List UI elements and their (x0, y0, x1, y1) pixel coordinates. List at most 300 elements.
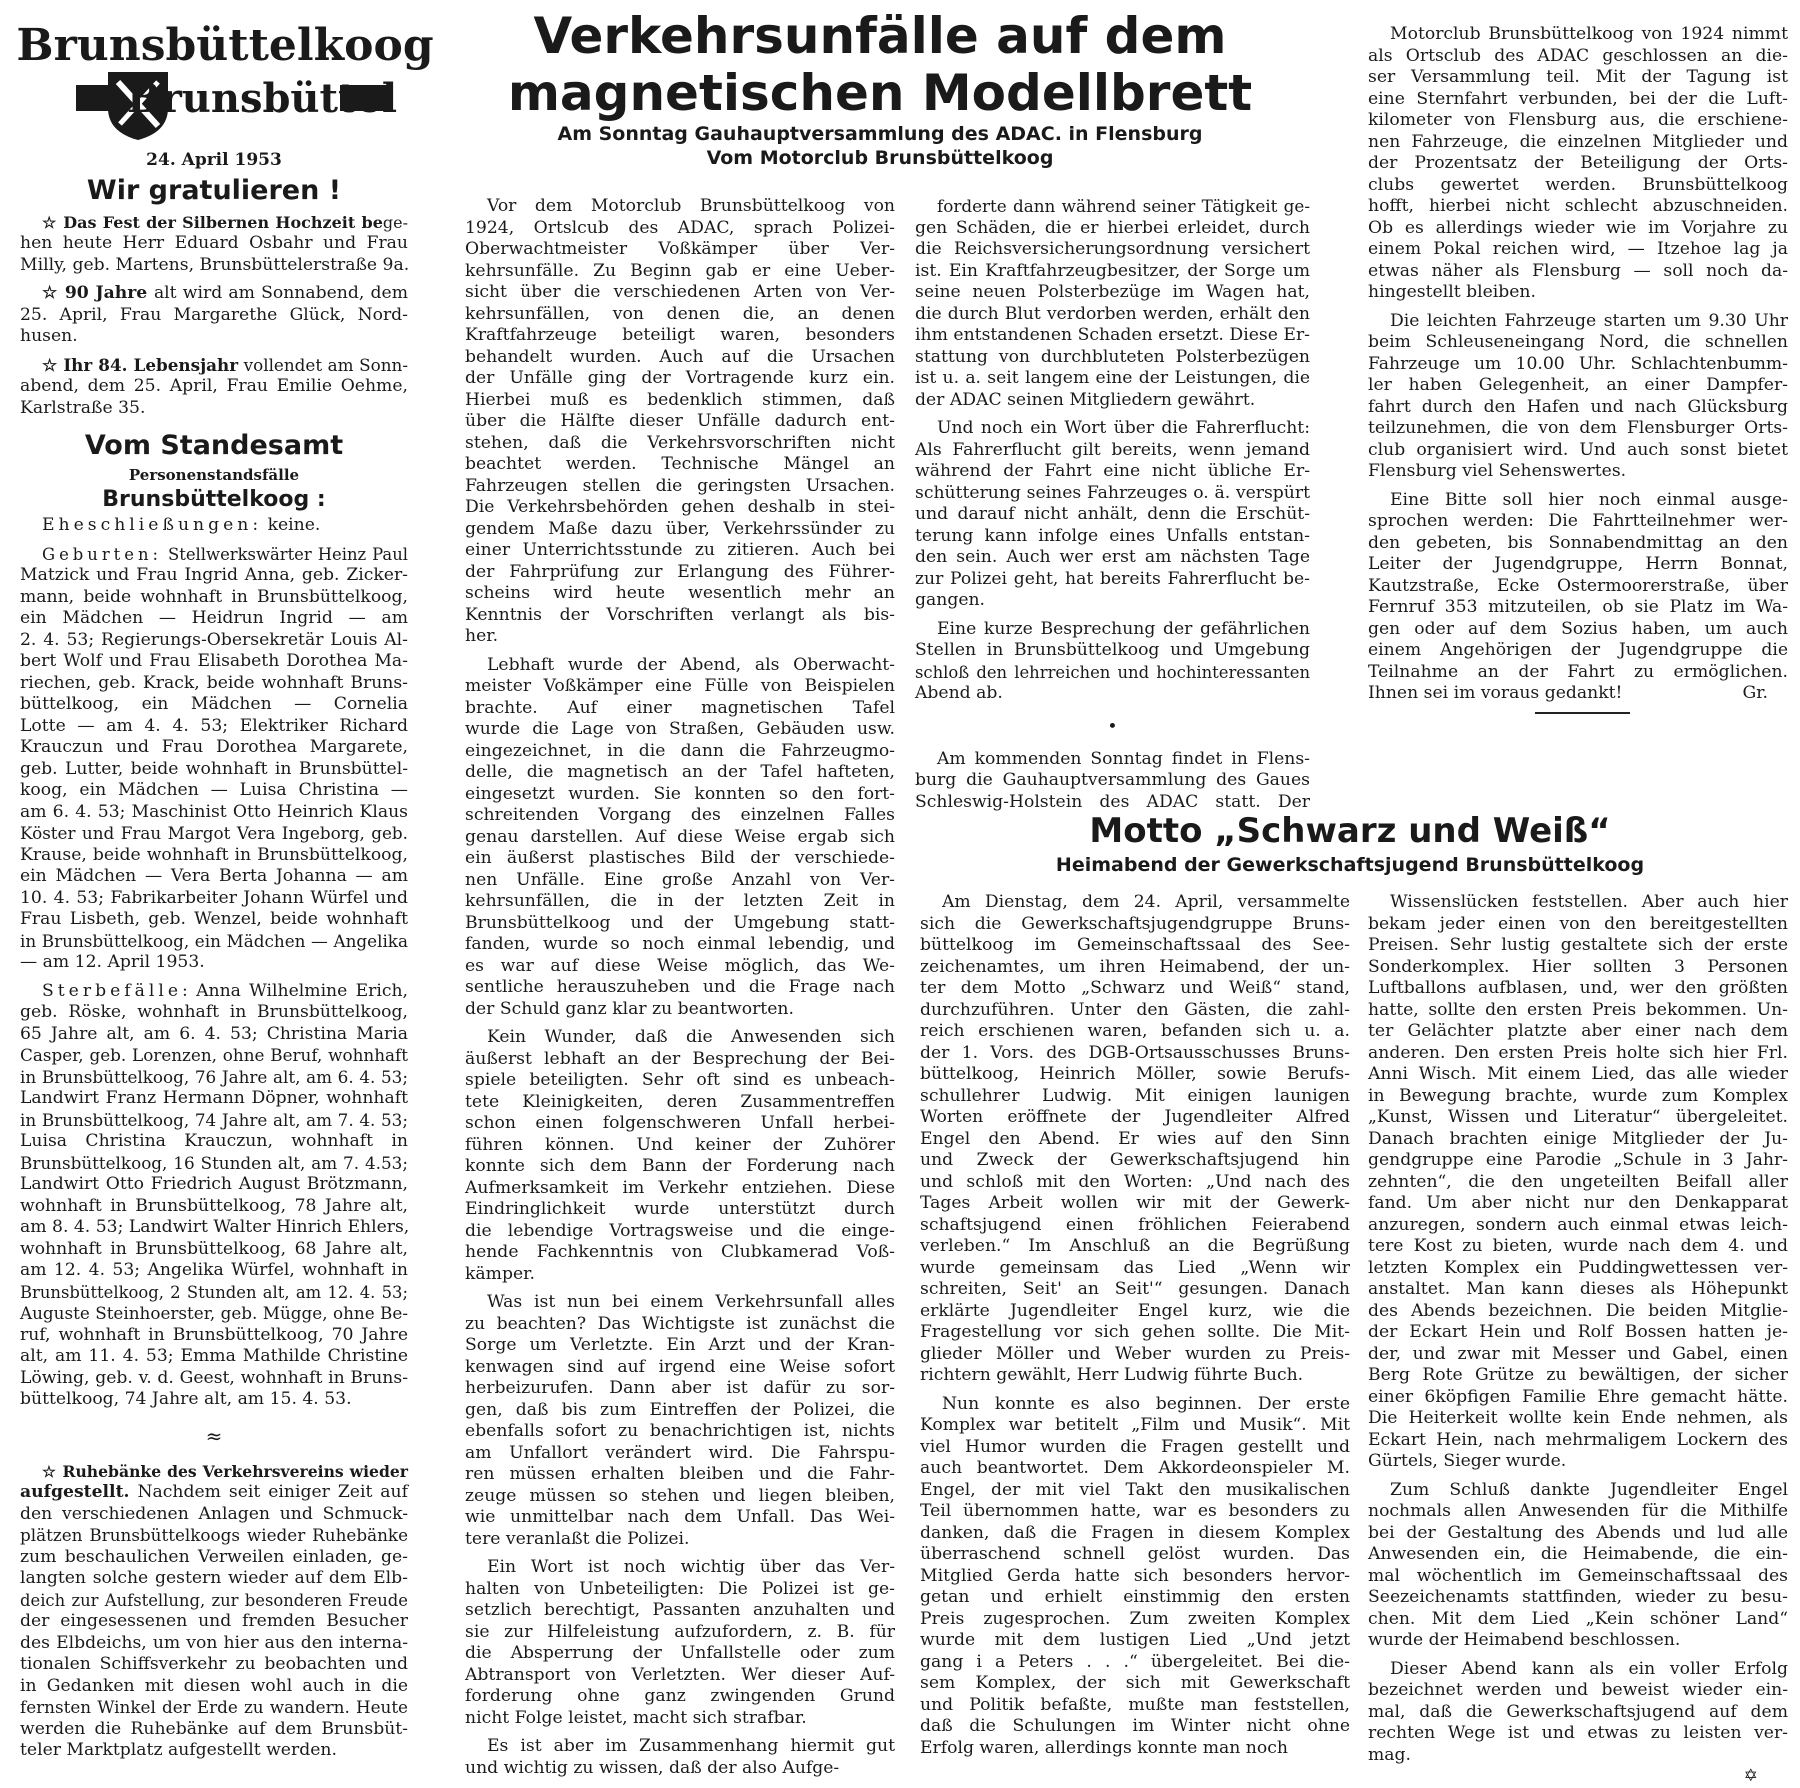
verkehr-line: Oberwachtmeister Voßkämper über Ver- (465, 239, 895, 259)
verkehr-line: ist. Ein Kraftfahrzeugbesitzer, der Sorge um (915, 260, 1310, 281)
motto-line: Berg Rote Grütze zu bewältigen, der sicher (1368, 1365, 1788, 1385)
motto-line: zeichenamtes, um ihren Heimabend, der un- (920, 956, 1350, 977)
verkehr-line: gen, daß bis zum Eintreffen der Polizei, die (465, 1399, 895, 1420)
verkehr-line: Eine kurze Besprechung der gefährlichen (937, 618, 1310, 639)
standesamt-line: mann, beide wohnhaft in Brunsbüttelkoog, (20, 586, 408, 607)
verkehr-line: Die leichten Fahrzeuge starten um 9.30 Uhr (1390, 310, 1788, 331)
verkehr-line: hingestellt bleiben. (1368, 282, 1536, 302)
verkehr-line: einem Angehörigen der Jugendgruppe die (1368, 640, 1788, 660)
motto-line: Erfolg waren, allerdings konnte man noch (920, 1737, 1288, 1758)
verkehr-line: schon einen folgenschweren Unfall herbei- (465, 1113, 895, 1133)
verkehr-line: kenwagen sind auf irgend eine Weise sofort (465, 1356, 895, 1377)
verkehr-line: den sein. Auch wer erst am nächsten Tage (915, 547, 1310, 567)
verkehr-line: der Fahrprüfung zur Erlangung des Führer- (465, 561, 895, 582)
standesamt-line: geb. Röske, wohnhaft in Brunsbüttelkoog, (20, 1002, 408, 1022)
motto-line: des Abends bezeichnen. Die beiden Mitglie- (1368, 1300, 1788, 1321)
ruhebaenke-line: der eingesessenen und fremden Besucher (20, 1611, 408, 1631)
verkehr-line: Und noch ein Wort über die Fahrerflucht: (937, 418, 1310, 438)
verkehr-line: die durch Blut verdorben werden, erhält den (915, 303, 1310, 324)
verkehr-line: stattung von durchbluteten Polsterbezügen (915, 346, 1310, 367)
standesamt-line: Sterbefälle: Anna Wilhelmine Erich, (42, 980, 408, 1001)
standesamt-subtitle: Personenstandsfälle (128, 466, 300, 484)
ruhebaenke-article (20, 1461, 408, 1762)
verkehr-line: Fernruf 353 mitzuteilen, ob sie Platz im Wa- (1368, 597, 1788, 617)
motto-line: Engel, der mit viel Takt den musikalischen (920, 1479, 1350, 1500)
verkehr-line: gen oder auf dem Sozius haben, um auch (1368, 618, 1788, 639)
motto-line: verleben.“ Im Anschluß an die Begrüßung (920, 1236, 1350, 1256)
ruhebaenke-line: fernsten Winkel der Erde zu wandern. Heute (20, 1697, 408, 1717)
verkehr-line: Eine Bitte soll hier noch einmal ausge- (1390, 489, 1788, 510)
verkehr-line: die Reichsversicherungsordnung versichert (915, 239, 1310, 259)
standesamt-line: 65 Jahre alt, am 6. 4. 53; Christina Maria (20, 1023, 408, 1044)
motto-line: und Zweck der Gewerkschaftsjugend hin (920, 1150, 1350, 1170)
motto-line: Am Dienstag, dem 24. April, versammelte (942, 892, 1350, 912)
issue-date: 24. April 1953 (146, 150, 282, 170)
motto-line: Dieser Abend kann als ein voller Erfolg (1390, 1658, 1788, 1679)
standesamt-body (20, 515, 408, 1411)
standesamt-line: Luisa Christina Krauczun, wohnhaft in (20, 1131, 408, 1151)
verkehr-line: nen Fahrzeuge, die einzelnen Mitglieder und (1368, 131, 1788, 152)
verkehr-headline-1: Verkehrsunfälle auf dem (533, 7, 1227, 65)
verkehr-line: sentliche herauszuheben und die Frage nach (465, 977, 895, 997)
standesamt-line: 2. 4. 53; Regierungs-Obersekretär Louis Al- (20, 629, 408, 650)
standesamt-line: Landwirt Otto Friedrich August Brötzmann, (20, 1174, 408, 1194)
verkehr-line: tere veranlaßt die Polizei. (465, 1528, 690, 1549)
verkehr-line: Kautzstraße, Ecke Ostermoorerstraße, über (1368, 575, 1788, 596)
verkehr-line: forderte dann während seiner Tätigkeit ge- (937, 196, 1310, 216)
verkehr-subheadline-1: Am Sonntag Gauhauptversammlung des ADAC. in Flensburg (557, 123, 1203, 145)
standesamt-place: Brunsbüttelkoog : (102, 487, 326, 512)
verkehr-line: etwas näher als Flensburg — soll noch da- (1368, 260, 1788, 281)
motto-line: Tages Arbeit wollen wir mit der Gewerk- (920, 1193, 1350, 1213)
congrats-line: ☆ 90 Jahre alt wird am Sonnabend, dem (42, 283, 408, 303)
standesamt-line: Geburten: Stellwerkswärter Heinz Paul (42, 544, 408, 564)
standesamt-line: Eheschließungen: keine. (42, 515, 321, 535)
motto-line: Danach brachten einige Mitglieder der Ju- (1368, 1128, 1788, 1149)
motto-line: viel Humor wurden die Fragen gestellt und (920, 1436, 1350, 1457)
motto-line: anstaltet. Man kann dieses als Höhepunkt (1368, 1279, 1788, 1299)
motto-line: erklärte Jugendleiter Engel kurz, wie die (920, 1300, 1350, 1321)
ruhebaenke-line (20, 1461, 408, 1483)
ruhebaenke-line: in Gedanken mit diesen wohl auch in die (20, 1675, 408, 1696)
motto-line: büttelkoog im Gemeinschaftssaal des See- (920, 935, 1350, 955)
verkehr-line: Hierbei muß es bedenklich stimmen, daß (465, 389, 895, 410)
motto-line: gang i a Peters . . .“ übergeleitet. Bei die- (920, 1651, 1350, 1672)
verkehr-line: fanden, wurde so noch einmal lebendig, und (465, 934, 895, 954)
standesamt-line: Frau Lisbeth, geb. Wenzel, beide wohnhaft (20, 909, 408, 929)
congrats-line: abend, dem 25. April, Frau Emilie Oehme, (20, 376, 408, 396)
ruhebaenke-line: deich zur Aufstellung, zur besonderen Freude (20, 1590, 408, 1610)
ruhebaenke-line: werden die Ruhebänke auf dem Brunsbüt- (20, 1718, 408, 1739)
motto-line: Gürtels, Sieger wurde. (1368, 1451, 1567, 1471)
verkehr-line: Am kommenden Sonntag findet in Flens- (937, 748, 1310, 769)
verkehr-line: club organisiert wird. Und auch sonst bietet (1368, 439, 1788, 460)
motto-line: Worten eröffnete der Jugendleiter Alfred (920, 1107, 1350, 1127)
verkehr-line: eingesetzt wurden. Sie konnten so den fort- (465, 783, 895, 804)
motto-line: Wissenslücken feststellen. Aber auch hier (1390, 892, 1788, 912)
verkehr-line: kämper. (465, 1263, 535, 1284)
motto-line: gendgruppe eine Parodie „Schule in 3 Jahr- (1368, 1150, 1788, 1170)
verkehr-line: fahrt durch den Hafen und nach Glücksburg (1368, 396, 1788, 417)
verkehr-line: schütterung seines Fahrzeuges o. ä. verspürt (915, 482, 1310, 503)
verkehr-line: Stellen in Brunsbüttelkoog und Umgebung (915, 640, 1310, 660)
motto-line: Anni Wisch. Mit einem Lied, das alle wieder (1368, 1064, 1788, 1084)
verkehr-line: einer Unterrichtsstunde zu zitieren. Auch bei (465, 540, 895, 560)
verkehr-line: kehrsunfällen, von denen die, an denen (465, 303, 895, 324)
verkehr-line: Aufmerksamkeit im Verkehr entziehen. Diese (465, 1177, 895, 1198)
motto-headline: Motto „Schwarz und Weiß“ (1089, 811, 1611, 851)
motto-column-2 (1368, 892, 1788, 1788)
motto-line: anzuregen, sondern auch einmal etwas leich- (1368, 1214, 1788, 1235)
verkehr-line: scheins wird heute wesentlich mehr an (465, 583, 895, 603)
verkehr-line: Flensburg viel Sehenswertes. (1368, 461, 1627, 481)
standesamt-title: Vom Standesamt (84, 430, 344, 461)
motto-line: tere Kost zu bieten, wurde nach dem 4. und (1368, 1236, 1788, 1256)
motto-line: mag. (1368, 1744, 1412, 1765)
verkehr-line: ihm entstandenen Schaden ersetzt. Diese Er- (915, 325, 1310, 345)
verkehr-line: und darauf nicht anhält, denn die Erschüt- (915, 504, 1310, 524)
motto-line: Luftballons aufblasen, und, wer den größten (1368, 978, 1788, 998)
verkehr-line: ebenfalls sofort zu benachrichtigen ist, nichts (465, 1421, 895, 1441)
standesamt-line: koog, ein Mädchen — Luisa Christina — (20, 780, 408, 800)
verkehr-line: wie unmittelbar nach dem Unfall. Das Wei- (465, 1507, 895, 1527)
verkehr-line: nicht Folge leistet, macht sich strafbar. (465, 1707, 807, 1728)
verkehr-line: Motorclub Brunsbüttelkoog von 1924 nimmt (1390, 24, 1788, 44)
motto-line: durchzuführen. Unter den Gästen, die zahl- (920, 999, 1350, 1020)
verkehr-line: am Unfallort verändert wird. Die Fahrspu- (465, 1442, 895, 1463)
section-keyword: Eheschließungen: (42, 515, 263, 535)
section-dot: • (1107, 716, 1118, 737)
verkehr-line: spiele beteiligten. Sehr oft sind es unbeach- (465, 1070, 895, 1090)
verkehr-line: ein äußerst plastisches Bild der verschiede- (465, 848, 895, 868)
standesamt-line: am 6. 4. 53; Maschinist Otto Heinrich Klaus (20, 801, 408, 822)
standesamt-line: in Brunsbüttelkoog, 76 Jahre alt, am 6. 4. 53; (20, 1066, 408, 1087)
verkehr-line: über die Hälfte dieser Unfälle dadurch ent- (465, 411, 895, 431)
motto-line: ter Gelächter platzte aber einer nach dem (1368, 1021, 1788, 1041)
standesamt-line: alt, am 11. 4. 53; Emma Mathilde Christine (20, 1346, 408, 1366)
verkehr-line: Schleswig-Holstein des ADAC statt. Der (915, 791, 1310, 812)
standesamt-line: büttelkoog, 74 Jahre alt, am 15. 4. 53. (20, 1389, 352, 1409)
verkehr-line: Fahrzeugen stellen die geringsten Ursachen. (465, 475, 895, 496)
lead-in: ☆ Ihr 84. Lebensjahr (42, 354, 239, 375)
motto-line: sem Komplex, der sich mit Gewerkschaft (920, 1673, 1350, 1693)
motto-line: Preis zugesprochen. Zum zweiten Komplex (920, 1608, 1350, 1629)
verkehr-line: Ob es allerdings wieder wie im Vorjahre zu (1368, 217, 1788, 238)
motto-line: danken, daß die Fragen in diesem Komplex (920, 1522, 1350, 1543)
section-keyword: Sterbefälle (42, 980, 183, 1001)
verkehr-line: die Absperrung der Unfallstelle oder zum (465, 1643, 895, 1663)
lead-in: ☆ 90 Jahre (42, 283, 154, 303)
standesamt-line: am 12. 4. 53; Angelika Würfel, wohnhaft in (20, 1260, 408, 1280)
verkehr-line: Eindringlichkeit wurde unterstützt durch (465, 1199, 895, 1219)
motto-line: bekam jeder einen von den bereitgestellten (1368, 913, 1788, 934)
motto-line: überraschend schnell gelöst wurden. Das (920, 1544, 1350, 1564)
motto-line: Seezeichenamts stattfinden, wieder zu besu- (1368, 1587, 1788, 1607)
motto-line: und Politik befaßte, mußte man feststellen, (920, 1694, 1350, 1715)
motto-line: ter dem Motto „Schwarz und Weiß“ stand, (920, 978, 1350, 998)
verkehr-line: die lebendige Vortragsweise und die einge- (465, 1220, 895, 1241)
verkehr-line: zeuge müssen so stehen und liegen bleiben, (465, 1485, 895, 1506)
masthead-line1: Brunsbüttelkoog (16, 20, 434, 71)
ruhebaenke-line: teler Marktplatz aufgestellt werden. (20, 1740, 337, 1760)
verkehr-line: es war auf diese Weise möglich, das We- (465, 955, 895, 976)
standesamt-line: wohnhaft in Brunsbüttelkoog, 78 Jahre alt, (20, 1195, 408, 1216)
standesamt-line: Krauczun und Frau Dorothea Margarete, (20, 737, 408, 757)
motto-line: schaftsjugend einen fröhlichen Feierabend (920, 1214, 1350, 1235)
motto-column-1 (920, 892, 1350, 1759)
congrats-line: ☆ Ihr 84. Lebensjahr vollendet am Sonn- (42, 354, 408, 375)
verkehr-header (445, 8, 1315, 170)
section-keyword: Geburten: (42, 544, 163, 564)
motto-line: der 1. Vors. des DGB-Ortsausschusses Bruns- (920, 1042, 1350, 1063)
end-star-icon: ✡ (1743, 1766, 1758, 1786)
verkehr-line: schloß den lehrreichen und hochinteressanten (915, 662, 1310, 682)
standesamt-line: in Brunsbüttelkoog, ein Mädchen — Angelika (20, 930, 408, 951)
motto-line: einer 6köpfigen Familie Ehre gemacht hätte. (1368, 1386, 1788, 1407)
verkehr-line: der ADAC seinen Mitgliedern gewährt. (915, 389, 1256, 410)
congrats-title: Wir gratulieren ! (86, 174, 342, 206)
masthead-logo (16, 10, 434, 140)
motto-line: auch beantwortet. Dem Akkordeonspieler M. (920, 1458, 1350, 1478)
verkehr-line: delle, die magnetisch an der Tafel hafteten, (465, 762, 895, 782)
verkehr-line: Gr. (1742, 683, 1768, 703)
motto-line: Anwesenden ein, die Heimabende, die ein- (1368, 1544, 1788, 1564)
verkehr-line: Brunsbüttelkoog und der Umgebung statt- (465, 912, 895, 933)
verkehr-line: her. (465, 626, 499, 646)
standesamt-line: ein Mädchen — Vera Berta Johanna — am (20, 866, 408, 886)
verkehr-line: sie zur Hilfeleistung aufzufordern, z. B. für (465, 1621, 895, 1642)
verkehr-line: Kein Wunder, daß die Anwesenden sich (487, 1027, 895, 1047)
motto-line: Teil übernommen hatte, war es besonders zu (920, 1501, 1350, 1521)
congrats-line: Karlstraße 35. (20, 397, 146, 418)
lead-in: ☆ Ruhebänke des Verkehrsvereins wieder (42, 1461, 408, 1481)
verkehr-line: Kenntnis der Vorschriften verlangt als bis- (465, 604, 895, 625)
motto-line: Sonderkomplex. Hier sollten 3 Personen (1368, 956, 1788, 977)
verkehr-line: Teilnahme an der Fahrt zu ermöglichen. (1368, 661, 1788, 682)
verkehr-line: zur Polizei geht, hat bereits Fahrerflucht be- (915, 568, 1310, 589)
verkehr-line: zu beachten? Das Wichtigste ist zunächst die (465, 1313, 895, 1334)
ruhebaenke-line: den verschiedenen Anlagen und Schmuck- (20, 1503, 408, 1524)
verkehr-line: genau darstellen. Auf diese Weise ergab sich (465, 826, 895, 847)
motto-line: wurde mit dem lustigen Lied „Und jetzt (920, 1630, 1350, 1650)
verkehr-line: beachtet werden. Technische Mängel an (465, 454, 895, 474)
motto-line: Komplex war betitelt „Film und Musik“. Mit (920, 1415, 1350, 1435)
verkehr-line: ist u. a. seit langem eine der Leistungen, die (915, 368, 1310, 388)
motto-line: zehnten“, die den ungeteilten Beifall aller (1368, 1171, 1788, 1192)
congrats-line: Milly, geb. Martens, Brunsbüttelerstraße 9a. (20, 254, 410, 275)
verkehr-line: Abend ab. (915, 683, 1003, 703)
motto-line: Fragestellung vor sich gehen sollte. Die Mit- (920, 1322, 1350, 1342)
verkehr-line: führen können. Und keiner der Zuhörer (465, 1134, 895, 1155)
ruhebaenke-line: plätzen Brunsbüttelkoogs wieder Ruhebänke (20, 1525, 408, 1545)
verkehr-line: clubs gewertet werden. Brunsbüttelkoog (1368, 174, 1788, 195)
motto-line: letzten Komplex ein Puddingwettessen ver- (1368, 1257, 1788, 1278)
motto-line: Die Heiterkeit wollte kein Ende nehmen, als (1368, 1408, 1788, 1428)
verkehr-line: einem Pokal reichen wird, — Itzehoe lag ja (1368, 239, 1788, 259)
standesamt-line: Lotte — am 4. 4. 53; Elektriker Richard (20, 715, 408, 736)
verkehr-line: wurde die Lage von Straßen, Gebäuden usw. (465, 719, 895, 739)
standesamt-line: geb. Lutter, beide wohnhaft in Brunsbüttel- (20, 758, 408, 779)
masthead-line2: Brunsbüttel (126, 75, 398, 122)
verkehr-line: terung kann infolge eines Unfalls entstan- (915, 525, 1310, 546)
motto-line: Eckart Hein, nach mehrmaligem Lockern des (1368, 1429, 1788, 1450)
verkehr-line: eine Sternfahrt verbunden, bei der die Luft- (1368, 88, 1788, 109)
lead-in: ☆ Das Fest der Silbernen Hochzeit be (42, 212, 383, 232)
standesamt-line: in Brunsbüttelkoog, 74 Jahre alt, am 7. 4. 53; (20, 1109, 408, 1130)
standesamt-line: Köster und Frau Margot Vera Ingeborg, geb. (20, 823, 408, 843)
standesamt-line: Krause, beide wohnhaft in Brunsbüttelkoog, (20, 844, 408, 865)
verkehr-line: während der Fahrt eine nicht übliche Er- (915, 461, 1310, 481)
verkehr-line: stehen, daß die Verkehrsvorschriften nicht (465, 432, 895, 453)
verkehr-line: herbeizurufen. Dann aber ist dafür zu sor- (465, 1378, 895, 1398)
verkehr-line: setzlich berechtigt, Passanten anzuhalten und (465, 1600, 895, 1620)
verkehr-line: der Schuld ganz klar zu beantworten. (465, 998, 794, 1019)
congrats-line: husen. (20, 326, 78, 346)
motto-line: bezeichnet werden und beweist wieder ein- (1368, 1680, 1788, 1700)
ruhebaenke-line: langten solche gestern wieder auf dem Elb- (20, 1568, 408, 1588)
standesamt-line: am 8. 4. 53; Landwirt Walter Hinrich Ehlers, (20, 1217, 410, 1237)
verkehr-line: Was ist nun bei einem Verkehrsunfall alles (487, 1292, 895, 1312)
motto-line: und schloß mit den Worten: „Und nach des (920, 1171, 1350, 1192)
section-separator: ≈ (205, 1423, 223, 1448)
ruhebaenke-line: tionalen Schiffsverkehr zu beobachten und (20, 1654, 408, 1674)
congrats-line: 25. April, Frau Margarethe Glück, Nord- (20, 304, 408, 325)
motto-line: Zum Schluß dankte Jugendleiter Engel (1390, 1479, 1788, 1500)
motto-line: Preisen. Sehr lustig gestaltete sich der erste (1368, 935, 1788, 955)
verkehr-line: behandelt wurden. Auch auf die Ursachen (465, 346, 895, 367)
motto-line: Nun konnte es also beginnen. Der erste (942, 1393, 1350, 1414)
verkehr-line: halten von Unbeteiligten: Die Polizei ist ge- (465, 1578, 895, 1599)
verkehr-line: Die Verkehrsbehörden gehen deshalb in stei- (465, 497, 895, 517)
verkehr-line: hende Fachkenntnis von Clubkamerad Voß- (465, 1242, 895, 1262)
verkehr-headline-2: magnetischen Modellbrett (507, 64, 1253, 122)
motto-line: schullehrer Ludwig. Mit einigen launigen (920, 1085, 1350, 1106)
motto-line: nochmals allen Anwesenden für die Mithilfe (1368, 1501, 1788, 1521)
motto-line: anderen. Den ersten Preis holte sich hier Frl. (1368, 1042, 1788, 1063)
verkehr-line: Kraftfahrzeuge beteiligt waren, besonders (465, 325, 895, 345)
motto-line: Engel den Abend. Er wies auf den Sinn (920, 1128, 1350, 1149)
verkehr-line: hofft, hierbei nicht schlecht abzuschneiden. (1368, 196, 1788, 216)
motto-header (915, 810, 1785, 878)
verkehr-line: Als Fahrerflucht gilt bereits, wenn jemand (915, 439, 1310, 460)
standesamt-line: Brunsbüttelkoog, 16 Stunden alt, am 7. 4.53; (20, 1152, 408, 1173)
ruhebaenke-line: aufgestellt. Nachdem seit einiger Zeit auf (20, 1482, 408, 1502)
motto-line: daß die Schulungen im Winter nicht ohne (920, 1716, 1350, 1736)
motto-line: mal, daß die Gewerkschaftsjugend auf dem (1368, 1701, 1788, 1722)
motto-line: fand. Um aber nicht nur den Denkapparat (1368, 1193, 1788, 1213)
standesamt-line: riechen, geb. Krack, beide wohnhaft Bruns- (20, 672, 408, 693)
motto-line: schreiten, Seit' an Seit'“ gesungen. Danach (920, 1279, 1350, 1299)
verkehr-line: Ihnen sei im voraus gedankt! (1368, 683, 1623, 703)
verkehr-line: ser Versammlung teil. Mit der Tagung ist (1368, 67, 1788, 87)
verkehr-line: und wichtig zu wissen, daß der also Aufge- (465, 1757, 840, 1778)
verkehr-column-2 (915, 196, 1310, 813)
lead-in: aufgestellt. (20, 1482, 130, 1502)
ruhebaenke-line: des Elbdeichs, um von hier aus den interna- (20, 1632, 408, 1653)
motto-line: der, und zwar mit Messer und Gabel, einen (1368, 1343, 1788, 1364)
standesamt-line: Matzick und Frau Ingrid Anna, geb. Zicker- (20, 565, 408, 585)
verkehr-line: kilometer von Flensburg aus, die erschiene- (1368, 110, 1788, 130)
standesamt-line: — am 12. April 1953. (20, 952, 205, 972)
verkehr-line: 1924, Ortslcub des ADAC, sprach Polizei- (465, 217, 895, 238)
verkehr-line: Fahrzeuge um 10.00 Uhr. Schlachtenbumm- (1368, 353, 1788, 374)
verkehr-line: konnte sich dem Bann der Forderung nach (465, 1156, 895, 1176)
verkehr-line: Abtransport von Verletzten. Wer dieser Auf- (465, 1664, 895, 1685)
standesamt-line: büttelkoog, ein Mädchen — Cornelia (20, 694, 408, 714)
verkehr-line: sicht über die verschiedenen Arten von Ver- (465, 282, 895, 302)
verkehr-column-1 (465, 196, 895, 1779)
verkehr-line: tete Kleinigkeiten, deren Zusammentreffen (465, 1091, 895, 1112)
verkehr-line: äußerst lebhaft an der Besprechung der Bei- (465, 1048, 895, 1069)
standesamt-line: Casper, geb. Lorenzen, ohne Beruf, wohnhaft (20, 1045, 408, 1065)
verkehr-line: kehrsunfällen, die in der letzten Zeit in (465, 891, 895, 911)
congrats-body (20, 212, 408, 420)
verkehr-line: kehrsunfälle. Zu Beginn gab er eine Ueber- (465, 260, 895, 281)
verkehr-line: forderung ohne ganz zwingenden Grund (465, 1686, 895, 1706)
verkehr-line: als Ortsclub des ADAC geschlossen an die- (1368, 45, 1788, 66)
motto-line: der Eckart Hein und Rolf Bossen hatten je- (1368, 1322, 1788, 1342)
motto-subheadline: Heimabend der Gewerkschaftsjugend Brunsbüttelkoog (1055, 854, 1645, 876)
motto-line: Mitglied Gerda hatte sich besonders hervor- (920, 1565, 1350, 1586)
verkehr-column-3 (1368, 24, 1788, 705)
verkehr-line: teilzunehmen, die von dem Flensburger Orts- (1368, 418, 1788, 438)
verkehr-line: gen Schäden, die er hierbei erleidet, durch (915, 217, 1310, 238)
ruhebaenke-line: zum beschaulichen Verweilen einladen, ge- (20, 1546, 408, 1567)
motto-line: büttelkoog, Heinrich Möller, sowie Berufs- (920, 1064, 1350, 1084)
verkehr-line: beim Schleuseneingang Nord, die schnellen (1368, 332, 1788, 352)
standesamt-line: ein Mädchen — Heidrun Ingrid — am (20, 608, 408, 628)
motto-line: mal wöchentlich im Gemeinschaftssaal des (1368, 1565, 1788, 1586)
verkehr-line: Es ist aber im Zusammenhang hiermit gut (487, 1736, 895, 1756)
standesamt-line: bert Wolf und Frau Elisabeth Dorothea Ma- (20, 651, 408, 671)
verkehr-line: seine neuen Polsterbezüge im Wagen hat, (915, 282, 1310, 302)
verkehr-line: Lebhaft wurde der Abend, als Oberwacht- (487, 654, 895, 675)
verkehr-line: der Prozentsatz der Beteiligung der Orts- (1368, 153, 1788, 173)
motto-line: richtern gewählt, Herr Ludwig führte Buch. (920, 1365, 1304, 1385)
motto-line: wurde gemeinsam das Lied „Wenn wir (920, 1257, 1350, 1278)
verkehr-line: ler haben Gelegenheit, an einer Dampfer- (1368, 375, 1788, 395)
motto-line: wurde der Heimabend beschlossen. (1368, 1630, 1681, 1650)
congrats-line: hen heute Herr Eduard Osbahr und Frau (20, 233, 408, 253)
coat-of-arms-masthead (16, 10, 434, 140)
standesamt-line: Brunsbüttelkoog, 2 Stunden alt, am 12. 4. 53; (20, 1282, 408, 1302)
motto-line: bei der Gestaltung des Abends und lud alle (1368, 1522, 1788, 1543)
motto-line: rechten Wege ist und etwas zu leisten ver- (1368, 1723, 1788, 1743)
motto-line: glieder Möller und Weber wurden zu Preis- (920, 1343, 1350, 1364)
verkehr-subheadline-2: Vom Motorclub Brunsbüttelkoog (706, 147, 1054, 169)
verkehr-line: nen Unfälle. Eine große Anzahl von Ver- (465, 869, 895, 890)
verkehr-line: Sorge um Verletzte. Ein Arzt und der Kran- (465, 1335, 895, 1355)
verkehr-line: Ein Wort ist noch wichtig über das Ver- (487, 1557, 895, 1577)
motto-line: getan und erhielt einstimmig den ersten (920, 1587, 1350, 1607)
verkehr-line: burg die Gauhauptversammlung des Gaues (915, 770, 1310, 790)
verkehr-line: sprochen werden: Die Fahrtteilnehmer wer- (1368, 511, 1788, 531)
verkehr-line: brachte. Auf einer magnetischen Tafel (465, 697, 895, 718)
motto-line: „Kunst, Wissen und Literatur“ übergeleitet. (1368, 1107, 1788, 1127)
standesamt-line: Landwirt Franz Hermann Döpner, wohnhaft (20, 1088, 408, 1108)
verkehr-line: der Unfälle ging der Vortragende kurz ein. (465, 368, 895, 388)
verkehr-line: eingezeichnet, in die dann die Fahrzeugmo- (465, 740, 895, 761)
article-end-rule (1535, 712, 1630, 714)
standesamt-line: Löwing, geb. v. d. Geest, wohnhaft in Bruns- (20, 1367, 408, 1388)
verkehr-line: Leiter der Jugendgruppe, Herrn Bonnat, (1368, 554, 1788, 574)
standesamt-line: wohnhaft in Brunsbüttelkoog, 68 Jahre alt, (20, 1238, 408, 1259)
verkehr-line: Vor dem Motorclub Brunsbüttelkoog von (487, 196, 895, 216)
motto-line: chen. Mit dem Lied „Kein schöner Land“ (1368, 1608, 1788, 1629)
verkehr-line: den gebeten, bis Sonnabendmittag an den (1368, 532, 1788, 553)
left-column-top (20, 150, 408, 1762)
verkehr-line: ren müssen erhalten bleiben und die Fahr- (465, 1464, 895, 1484)
